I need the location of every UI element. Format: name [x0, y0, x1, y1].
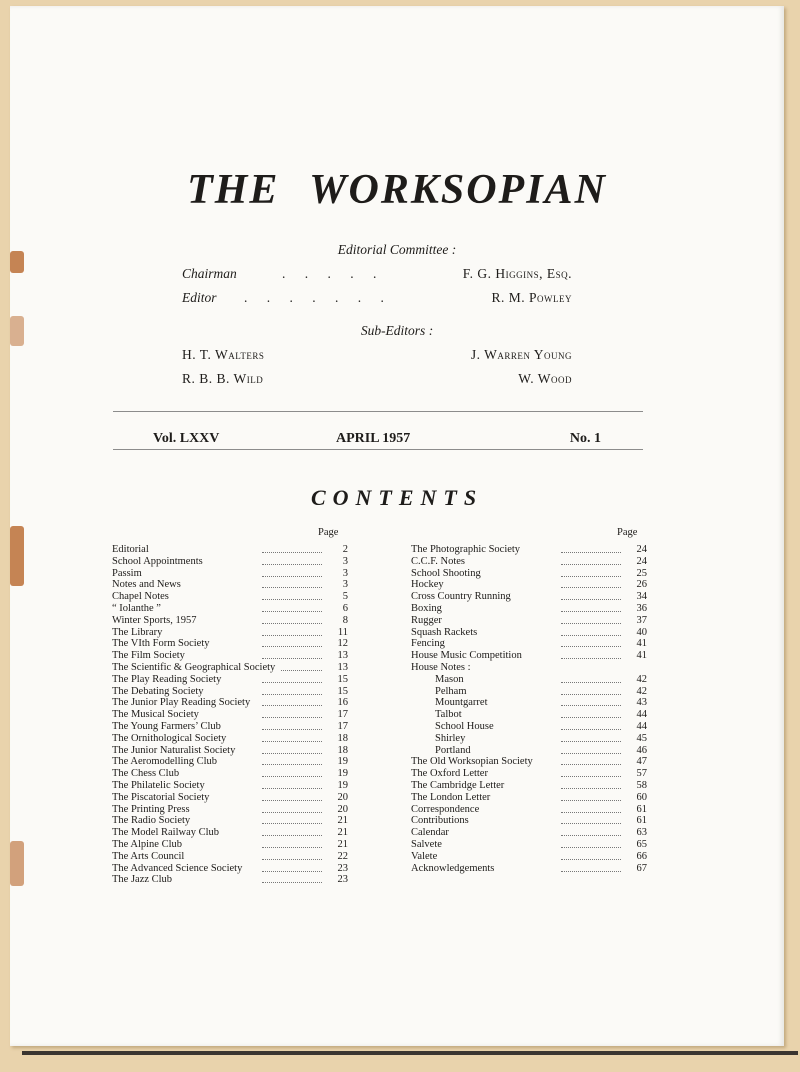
contents-entry-page: 44 [636, 720, 647, 732]
leader-dots [262, 871, 322, 872]
contents-entry [112, 745, 348, 757]
divider-bottom [113, 449, 643, 450]
leader-dots [262, 552, 322, 553]
contents-entry-page: 2 [342, 544, 348, 555]
leader-dots [262, 599, 322, 600]
contents-entry-title: The Musical Society [112, 709, 199, 721]
contents-entry-page: 3 [342, 555, 348, 567]
contents-entry [112, 638, 348, 650]
contents-entry [112, 697, 348, 709]
contents-entry-title: School Appointments [112, 555, 203, 567]
contents-entry-title: The Debating Society [112, 685, 204, 697]
contents-entry-page: 21 [337, 827, 348, 839]
contents-entry-title: Pelham [435, 685, 467, 697]
leader-dots [561, 611, 621, 612]
leader-dots [262, 717, 322, 718]
contents-entry-title: The Old Worksopian Society [411, 756, 533, 768]
leader-dots [262, 729, 322, 730]
contents-entry [411, 662, 647, 674]
contents-entry-page: 11 [337, 626, 348, 638]
contents-entry-title: Notes and News [112, 579, 181, 591]
leader-dots [561, 800, 621, 801]
contents-entry-page: 13 [337, 661, 348, 673]
contents-entry-title: The Scientific & Geographical Society [112, 661, 276, 673]
contents-entry-page: 61 [636, 815, 647, 827]
contents-entry-title: The Aeromodelling Club [112, 756, 217, 768]
contents-entry [411, 780, 647, 792]
leader-dots [262, 705, 322, 706]
contents-entry-title: Mountgarret [435, 697, 488, 709]
leader-dots [561, 753, 621, 754]
leader-dots [561, 764, 621, 765]
contents-entry-page: 43 [636, 697, 647, 709]
magazine-page [10, 6, 784, 1046]
contents-entry-page: 42 [636, 685, 647, 697]
leader-dots [561, 682, 621, 683]
contents-entry-title: Portland [435, 744, 471, 756]
contents-entry-title: Salvete [411, 838, 442, 850]
contents-entry-title: The Library [112, 626, 163, 638]
leader-dots [561, 729, 621, 730]
contents-entry-title: The Printing Press [112, 803, 190, 815]
contents-entry-title: C.C.F. Notes [411, 555, 466, 567]
contents-entry-title: Cross Country Running [411, 591, 511, 603]
divider-top [113, 411, 643, 412]
contents-entry [411, 804, 647, 816]
contents-entry-title: The Play Reading Society [112, 673, 222, 685]
sub-editor-name: J. Warren Young [470, 347, 572, 362]
contents-entry-title: Passim [112, 567, 142, 579]
leader-dots [281, 670, 322, 671]
contents-entry-title: House Notes : [411, 661, 471, 673]
contents-entry-title: Acknowledgements [411, 862, 495, 874]
contents-entry-title: The Junior Naturalist Society [112, 744, 236, 756]
contents-entry-page: 61 [636, 803, 647, 815]
contents-entry-title: Shirley [435, 732, 466, 744]
contents-entry [112, 815, 348, 827]
contents-entry-page: 47 [636, 756, 647, 768]
chairman-dots: . . . . . [282, 266, 385, 281]
contents-entry [411, 863, 647, 875]
leader-dots [561, 847, 621, 848]
leader-dots [262, 623, 322, 624]
contents-entry [112, 674, 348, 686]
contents-entry-title: Boxing [411, 602, 442, 614]
leader-dots [561, 552, 621, 553]
sub-editor-name: W. Wood [518, 371, 572, 386]
contents-entry-title: The Photographic Society [411, 544, 521, 555]
leader-dots [561, 776, 621, 777]
contents-heading: CONTENTS [310, 485, 484, 510]
leader-dots [561, 694, 621, 695]
contents-entry-page: 45 [636, 732, 647, 744]
contents-entry [411, 745, 647, 757]
contents-entry-page: 41 [636, 638, 647, 650]
contents-entry-title: Rugger [411, 614, 442, 626]
contents-entry-title: The Model Railway Club [112, 827, 220, 839]
contents-entry [411, 579, 647, 591]
contents-entry-page: 46 [636, 744, 647, 756]
leader-dots [561, 871, 621, 872]
contents-entry-page: 20 [337, 791, 348, 803]
contents-entry-page: 37 [636, 614, 647, 626]
contents-entry-page: 16 [337, 697, 348, 709]
contents-entry [112, 603, 348, 615]
contents-right-column [411, 544, 647, 874]
leader-dots [262, 764, 322, 765]
leader-dots [561, 599, 621, 600]
leader-dots [262, 682, 322, 683]
page-bottom-edge [22, 1051, 798, 1055]
contents-entry-page: 67 [636, 862, 647, 874]
contents-entry [112, 662, 348, 674]
contents-entry-title: The Ornithological Society [112, 732, 227, 744]
contents-entry-title: The Arts Council [112, 850, 185, 862]
leader-dots [262, 635, 322, 636]
contents-entry-title: Contributions [411, 815, 469, 827]
contents-entry [112, 579, 348, 591]
contents-entry-page: 15 [337, 685, 348, 697]
contents-entry [411, 733, 647, 745]
leader-dots [262, 882, 322, 883]
leader-dots [262, 835, 322, 836]
contents-entry [112, 851, 348, 863]
leader-dots [262, 741, 322, 742]
contents-entry-page: 8 [342, 614, 348, 626]
contents-entry [411, 591, 647, 603]
leader-dots [262, 812, 322, 813]
contents-entry [112, 863, 348, 875]
leader-dots [561, 623, 621, 624]
contents-entry [411, 650, 647, 662]
contents-entry-title: The London Letter [411, 791, 491, 803]
contents-entry [112, 780, 348, 792]
magazine-title: THE WORKSOPIAN [187, 167, 607, 213]
leader-dots [262, 658, 322, 659]
contents-entry-page: 23 [337, 862, 348, 874]
leader-dots [561, 646, 621, 647]
leader-dots [561, 576, 621, 577]
contents-entry-page: 18 [337, 744, 348, 756]
contents-entry [112, 627, 348, 639]
left-page-column-heading: Page [318, 527, 339, 538]
contents-entry [112, 874, 348, 886]
contents-entry-title: Correspondence [411, 803, 480, 815]
contents-entry [112, 591, 348, 603]
contents-entry-page: 25 [636, 567, 647, 579]
contents-entry-page: 34 [636, 591, 647, 603]
leader-dots [262, 788, 322, 789]
contents-entry-title: The Philatelic Society [112, 779, 205, 791]
leader-dots [561, 859, 621, 860]
contents-entry-page: 26 [636, 579, 647, 591]
contents-entry-title: School Shooting [411, 567, 481, 579]
contents-entry-page: 18 [337, 732, 348, 744]
contents-entry-title: Squash Rackets [411, 626, 478, 638]
contents-entry [411, 556, 647, 568]
leader-dots [262, 646, 322, 647]
contents-entry-page: 36 [636, 602, 647, 614]
contents-entry-page: 6 [342, 602, 348, 614]
leader-dots [561, 635, 621, 636]
contents-entry-title: School House [435, 720, 494, 732]
contents-entry [411, 768, 647, 780]
editorial-committee-heading: Editorial Committee : [337, 242, 457, 257]
contents-entry-page: 58 [636, 779, 647, 791]
contents-entry-title: Talbot [435, 709, 462, 721]
contents-entry [112, 568, 348, 580]
contents-entry [411, 851, 647, 863]
leader-dots [262, 564, 322, 565]
contents-entry [411, 827, 647, 839]
contents-entry [411, 815, 647, 827]
leader-dots [561, 823, 621, 824]
contents-entry [112, 733, 348, 745]
leader-dots [561, 788, 621, 789]
contents-entry [112, 721, 348, 733]
leader-dots [262, 847, 322, 848]
contents-entry [112, 768, 348, 780]
contents-entry [112, 804, 348, 816]
contents-entry-title: The Film Society [112, 650, 185, 662]
leader-dots [561, 835, 621, 836]
contents-entry [411, 756, 647, 768]
contents-entry-page: 21 [337, 838, 348, 850]
contents-entry-page: 44 [636, 709, 647, 721]
leader-dots [262, 576, 322, 577]
contents-entry [411, 721, 647, 733]
contents-entry-title: Editorial [112, 544, 149, 555]
contents-entry-title: The Young Farmers’ Club [112, 720, 221, 732]
contents-entry [112, 650, 348, 662]
editor-name: R. M. Powley [491, 290, 572, 305]
leader-dots [262, 776, 322, 777]
contents-entry [112, 756, 348, 768]
issue-number: No. 1 [569, 431, 601, 446]
contents-entry-title: Fencing [411, 638, 445, 650]
contents-entry-page: 5 [342, 591, 348, 603]
contents-entry-page: 19 [337, 768, 348, 780]
leader-dots [561, 587, 621, 588]
contents-entry [112, 615, 348, 627]
contents-entry [411, 568, 647, 580]
contents-entry-page: 12 [337, 638, 348, 650]
contents-entry-page: 41 [636, 650, 647, 662]
leader-dots [561, 741, 621, 742]
leader-dots [561, 658, 621, 659]
contents-entry-page: 60 [636, 791, 647, 803]
contents-entry-page: 24 [636, 555, 647, 567]
contents-entry-page: 20 [337, 803, 348, 815]
contents-left-column [112, 544, 348, 886]
contents-entry-page: 66 [636, 850, 647, 862]
leader-dots [262, 823, 322, 824]
contents-entry-page: 42 [636, 673, 647, 685]
contents-entry-title: Calendar [411, 827, 449, 839]
contents-entry-title: “ Iolanthe ” [112, 602, 161, 614]
sub-editor-name: R. B. B. Wild [182, 371, 264, 386]
contents-entry [112, 792, 348, 804]
contents-entry [411, 839, 647, 851]
contents-entry [112, 709, 348, 721]
contents-entry [112, 827, 348, 839]
contents-entry-page: 22 [337, 850, 348, 862]
stain-mark [10, 526, 24, 586]
contents-entry-title: Mason [435, 673, 464, 685]
leader-dots [561, 717, 621, 718]
contents-entry [411, 627, 647, 639]
contents-entry-title: The Oxford Letter [411, 768, 488, 780]
contents-entry [411, 544, 647, 556]
contents-entry [411, 638, 647, 650]
contents-entry-page: 19 [337, 779, 348, 791]
leader-dots [561, 812, 621, 813]
contents-entry [112, 544, 348, 556]
contents-entry-page: 21 [337, 815, 348, 827]
leader-dots [262, 611, 322, 612]
contents-entry [411, 792, 647, 804]
contents-entry-page: 3 [342, 567, 348, 579]
sub-editor-name: H. T. Walters [182, 347, 265, 362]
leader-dots [262, 587, 322, 588]
contents-entry [112, 839, 348, 851]
right-page-column-heading: Page [617, 527, 638, 538]
contents-entry-title: The Jazz Club [112, 874, 173, 886]
contents-entry-title: The Junior Play Reading Society [112, 697, 251, 709]
contents-entry-page: 3 [342, 579, 348, 591]
contents-entry [112, 686, 348, 698]
stain-mark [10, 841, 24, 886]
contents-entry-page: 23 [337, 874, 348, 886]
contents-entry-page: 17 [337, 709, 348, 721]
contents-entry-title: House Music Competition [411, 650, 522, 662]
volume-number: Vol. LXXV [153, 431, 220, 446]
editor-label: Editor [182, 290, 217, 305]
contents-entry-title: Winter Sports, 1957 [112, 614, 197, 626]
contents-entry [411, 674, 647, 686]
contents-entry-title: The Chess Club [112, 768, 180, 780]
contents-entry [112, 556, 348, 568]
contents-entry [411, 615, 647, 627]
contents-entry [411, 697, 647, 709]
leader-dots [262, 800, 322, 801]
leader-dots [262, 753, 322, 754]
contents-entry-title: The Piscatorial Society [112, 791, 210, 803]
chairman-label: Chairman [182, 266, 237, 281]
contents-entry-page: 63 [636, 827, 647, 839]
leader-dots [561, 564, 621, 565]
contents-entry-page: 17 [337, 720, 348, 732]
chairman-name: F. G. Higgins, Esq. [462, 266, 572, 281]
contents-entry-title: Hockey [411, 579, 444, 591]
contents-entry-page: 57 [636, 768, 647, 780]
leader-dots [561, 705, 621, 706]
issue-date: APRIL 1957 [336, 431, 411, 446]
contents-entry-title: The Radio Society [112, 815, 191, 827]
leader-dots [262, 694, 322, 695]
contents-entry-title: Valete [411, 850, 438, 862]
contents-entry-page: 24 [636, 544, 647, 555]
contents-entry-page: 13 [337, 650, 348, 662]
contents-entry [411, 686, 647, 698]
contents-entry [411, 603, 647, 615]
contents-entry-page: 40 [636, 626, 647, 638]
contents-entry-page: 15 [337, 673, 348, 685]
contents-entry-page: 19 [337, 756, 348, 768]
leader-dots [262, 859, 322, 860]
editor-dots: . . . . . . . [244, 290, 392, 305]
contents-entry [411, 709, 647, 721]
contents-entry-title: The Advanced Science Society [112, 862, 243, 874]
contents-entry-title: The VIth Form Society [112, 638, 210, 650]
contents-entry-title: Chapel Notes [112, 591, 169, 603]
contents-entry-title: The Cambridge Letter [411, 779, 505, 791]
sub-editors-heading: Sub-Editors : [360, 323, 434, 338]
contents-entry-page: 65 [636, 838, 647, 850]
contents-entry-title: The Alpine Club [112, 838, 182, 850]
